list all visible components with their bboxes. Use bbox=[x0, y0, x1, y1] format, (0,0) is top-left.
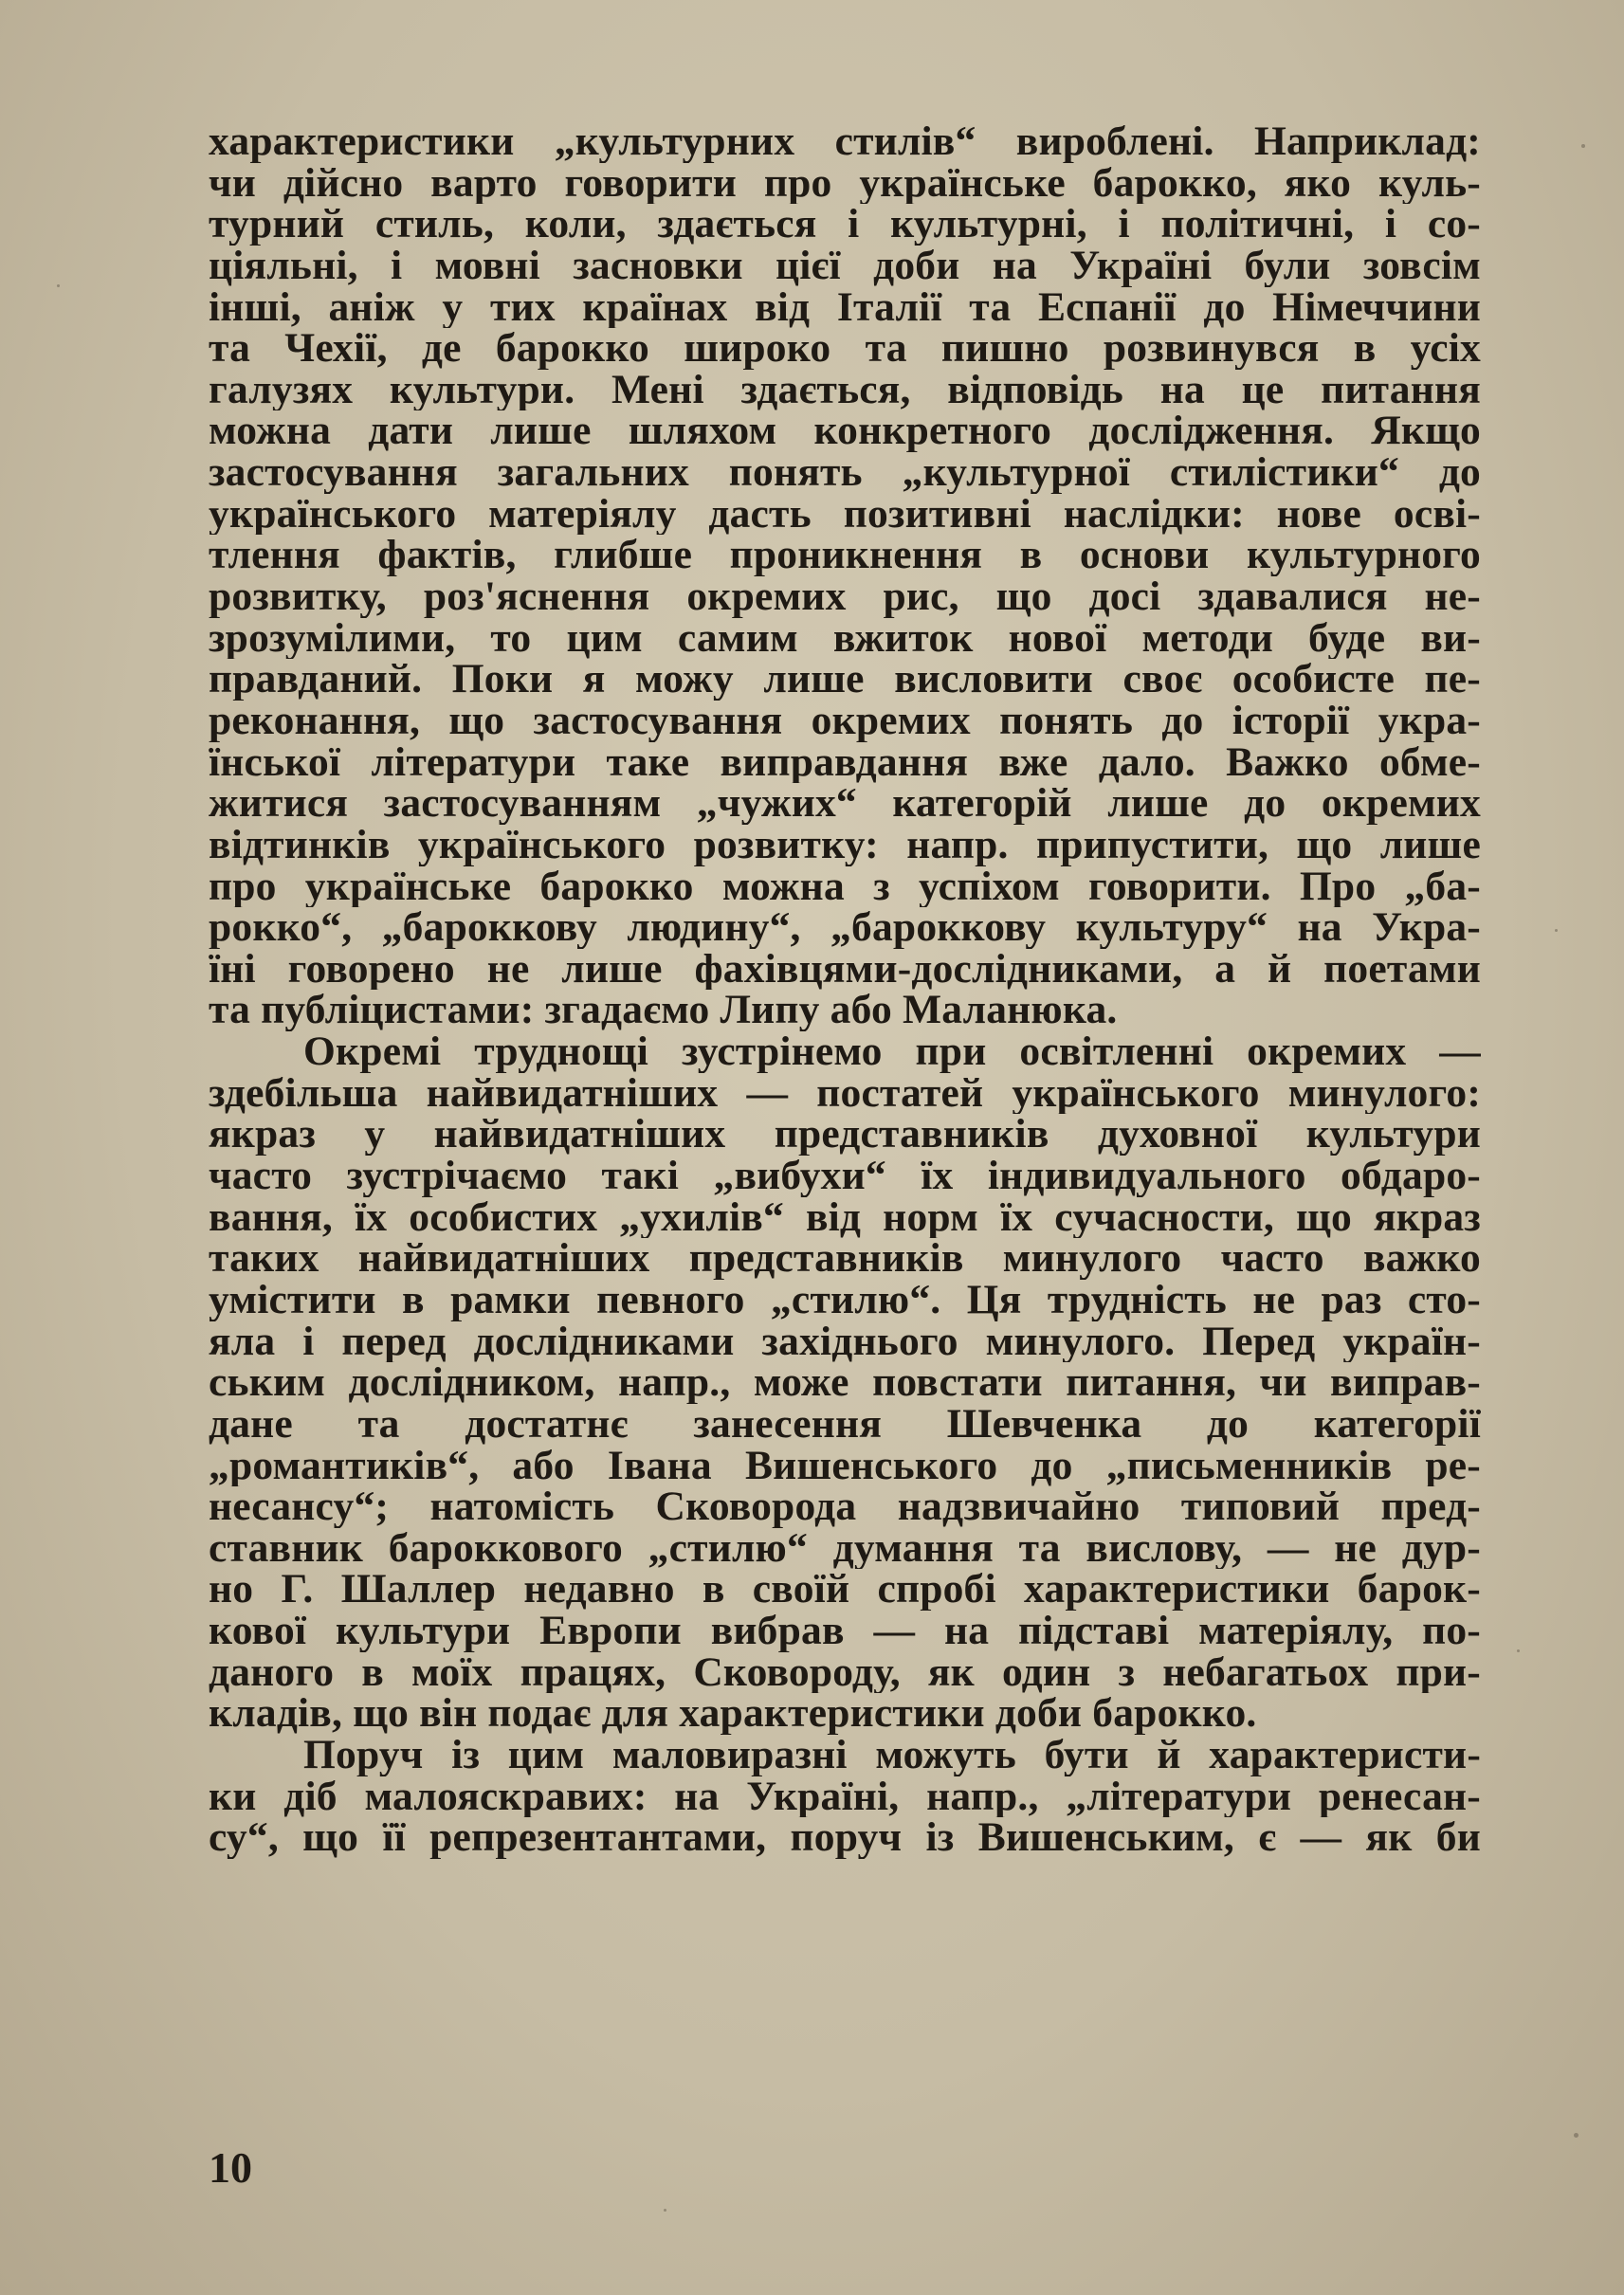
text-line: ським дослідником, напр., може повстати питання, чи виправ- bbox=[209, 1362, 1481, 1404]
paper-speck bbox=[1517, 1649, 1520, 1652]
text-line: ціяльні, і мовні засновки цієї доби на Україні були зовсім bbox=[209, 245, 1481, 287]
text-line: здебільша найвидатніших — постатей українського минулого: bbox=[209, 1072, 1481, 1115]
text-line: кової культури Европи вибрав — на підставі матеріялу, по- bbox=[209, 1611, 1481, 1652]
text-line: Окремі труднощі зустрінемо при освітленні окремих — bbox=[303, 1031, 1481, 1073]
text-line: зрозумілими, то цим самим вжиток нової методи буде ви- bbox=[209, 617, 1481, 660]
paper-speck bbox=[1555, 929, 1558, 932]
paper-speck bbox=[664, 2209, 666, 2212]
text-line: дане та достатнє занесення Шевченка до категорії bbox=[209, 1403, 1481, 1446]
paper-speck bbox=[1574, 2133, 1578, 2138]
text-line: та Чехії, де барокко широко та пишно розвинувся в усіх bbox=[209, 328, 1481, 370]
paper-speck bbox=[57, 284, 60, 287]
text-line: чи дійсно варто говорити про українське барокко, яко куль- bbox=[209, 162, 1481, 205]
text-line: характеристики „культурних стилів“ вироблені. Наприклад: bbox=[209, 121, 1481, 163]
paragraph-2 bbox=[209, 1031, 1481, 1735]
text-line: галузях культури. Мені здається, відповідь на це питання bbox=[209, 369, 1481, 411]
text-line: кладів, що він подає для характеристики доби барокко. bbox=[209, 1693, 1257, 1735]
page-number: 10 bbox=[209, 2143, 252, 2192]
text-line: су“, що її репрезентантами, поруч із Вишенським, є — як би bbox=[209, 1817, 1481, 1859]
text-line: розвитку, роз'яснення окремих рис, що досі здавалися не- bbox=[209, 576, 1481, 618]
text-line: но Г. Шаллер недавно в своїй спробі характеристики барок- bbox=[209, 1569, 1481, 1612]
text-line: правданий. Поки я можу лише висловити своє особисте пе- bbox=[209, 659, 1481, 701]
paragraph-3 bbox=[209, 1735, 1481, 1859]
text-line: про українське барокко можна з успіхом говорити. Про „ба- bbox=[209, 865, 1481, 908]
paper-speck bbox=[1581, 144, 1585, 148]
text-line: реконання, що застосування окремих понять до історії укра- bbox=[209, 700, 1481, 742]
text-line: Поруч із цим маловиразні можуть бути й характеристи- bbox=[303, 1734, 1481, 1776]
body-text bbox=[209, 121, 1481, 1859]
paragraph-1 bbox=[209, 121, 1481, 1031]
text-line: відтинків українського розвитку: напр. припустити, що лише bbox=[209, 824, 1481, 866]
text-line: тлення фактів, глибше проникнення в основи культурного bbox=[209, 535, 1481, 577]
text-line: можна дати лише шляхом конкретного дослідження. Якщо bbox=[209, 410, 1481, 453]
text-line: таких найвидатніших представників минулого часто важко bbox=[209, 1238, 1481, 1280]
text-line: якраз у найвидатніших представників духовної культури bbox=[209, 1114, 1481, 1157]
text-line: ки діб малояскравих: на Україні, напр., „літератури ренесан- bbox=[209, 1776, 1481, 1818]
text-line: їнської літератури таке виправдання вже дало. Важко обме- bbox=[209, 741, 1481, 784]
text-line: несансу“; натомість Сковорода надзвичайно типовий пред- bbox=[209, 1486, 1481, 1528]
text-line: турний стиль, коли, здається і культурні, і політичні, і со- bbox=[209, 204, 1481, 246]
text-line: „романтиків“, або Івана Вишенського до „письменників ре- bbox=[209, 1445, 1481, 1487]
text-line: їні говорено не лише фахівцями-дослідниками, а й поетами bbox=[209, 948, 1481, 991]
text-line: та публіцистами: згадаємо Липу або Маланюка. bbox=[209, 990, 1118, 1032]
text-line: ставник бароккового „стилю“ думання та вислову, — не дур- bbox=[209, 1527, 1481, 1570]
text-line: часто зустрічаємо такі „вибухи“ їх індивидуального обдаро- bbox=[209, 1156, 1481, 1197]
text-line: житися застосуванням „чужих“ категорій лише до окремих bbox=[209, 783, 1481, 825]
text-line: умістити в рамки певного „стилю“. Ця трудність не раз сто- bbox=[209, 1279, 1481, 1321]
text-line: даного в моїх працях, Сковороду, як один з небагатьох при- bbox=[209, 1651, 1481, 1694]
text-line: яла і перед дослідниками західнього минулого. Перед україн- bbox=[209, 1321, 1481, 1363]
text-line: застосування загальних понять „культурної стилістики“ до bbox=[209, 452, 1481, 494]
text-line: інші, аніж у тих країнах від Італії та Еспанії до Німеччини bbox=[209, 286, 1481, 329]
text-line: українського матеріялу дасть позитивні наслідки: нове осві- bbox=[209, 493, 1481, 536]
text-line: рокко“, „бароккову людину“, „бароккову культуру“ на Укра- bbox=[209, 907, 1481, 949]
text-line: вання, їх особистих „ухилів“ від норм їх сучасности, що якраз bbox=[209, 1196, 1481, 1239]
